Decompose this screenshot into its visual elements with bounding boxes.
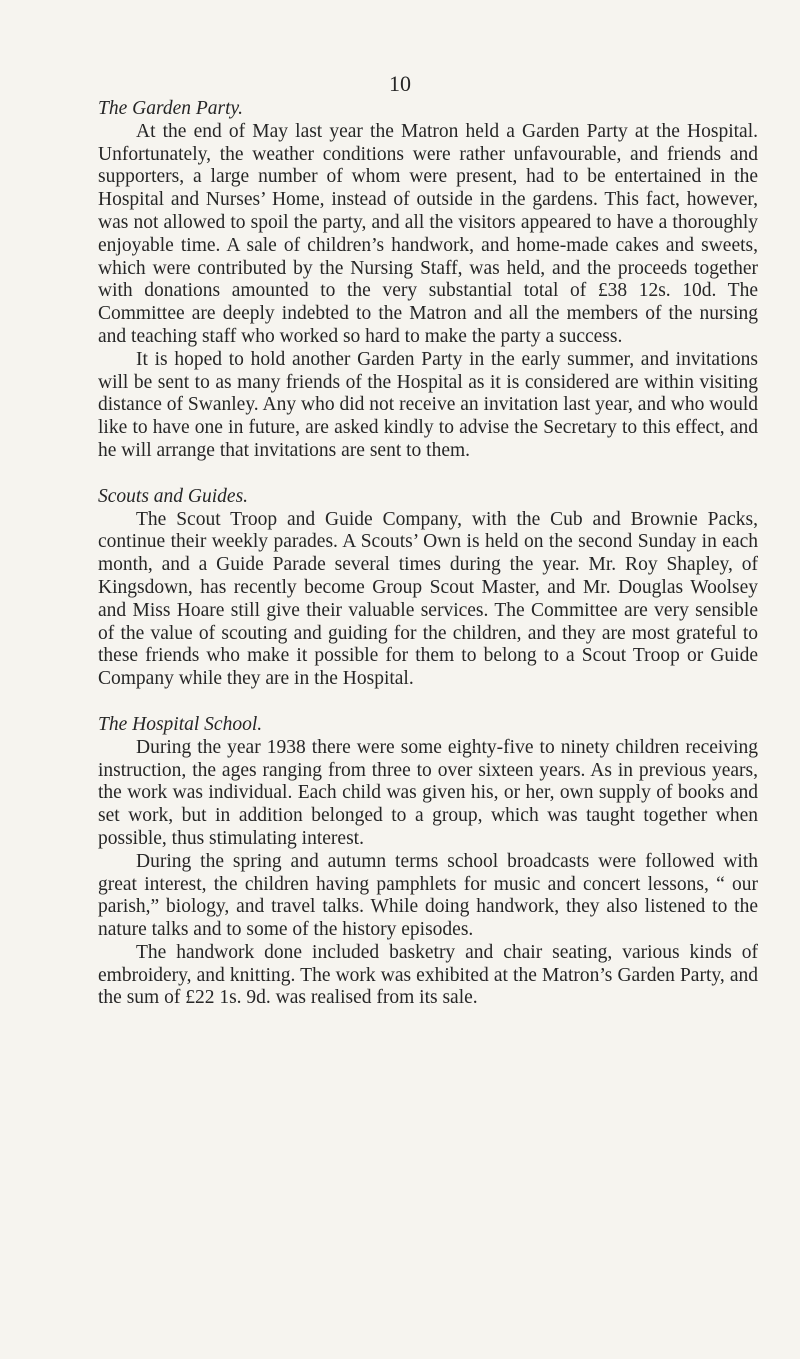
section-scouts-and-guides: [98, 486, 758, 691]
section-heading: Scouts and Guides.: [98, 485, 249, 507]
paragraph: During the spring and autumn terms school broadcasts were followed with great interest, the children having pamphlets for music and concert lessons, “ our parish,” biology, and travel talks. While doing handwork, they also listened to the nature talks and to some of the history episodes.: [98, 850, 758, 941]
section-heading: The Hospital School.: [98, 713, 263, 735]
page-number: 10: [389, 71, 411, 96]
paragraph: The handwork done included basketry and chair seating, various kinds of embroidery, and knitting. The work was exhibited at the Matron’s Garden Party, and the sum of £22 1s. 9d. was realised from its sale.: [98, 941, 758, 1009]
section-hospital-school: [98, 714, 758, 1010]
section-heading: The Garden Party.: [98, 98, 243, 119]
paragraph: During the year 1938 there were some eighty-five to ninety children receiving instruction, the ages ranging from three to over sixteen years. As in previous years, the work was individual. Each child was given his, or her, own supply of books and set work, but in addition belonged to a group, which was taught together when possible, thus stimulating interest.: [98, 736, 758, 849]
paragraph: The Scout Troop and Guide Company, with the Cub and Brownie Packs, continue their weekly parades. A Scouts’ Own is held on the second Sunday in each month, and a Guide Parade several times during the year. Mr. Roy Shapley, of Kingsdown, has recently become Group Scout Master, and Mr. Douglas Woolsey and Miss Hoare still give their valuable services. The Committee are very sensible of the value of scouting and guiding for the children, and they are most grateful to these friends who make it possible for them to belong to a Scout Troop or Guide Company while they are in the Hospital.: [98, 508, 758, 690]
paragraph: It is hoped to hold another Garden Party in the early summer, and invitations will be sent to as many friends of the Hospital as it is considered are within visiting distance of Swanley. Any who did not receive an invitation last year, and who would like to have one in future, are asked kindly to advise the Secretary to this effect, and he will arrange that invitations are sent to them.: [98, 348, 758, 461]
page-content: [98, 98, 758, 1010]
section-garden-party: [98, 98, 758, 463]
paragraph: At the end of May last year the Matron held a Garden Party at the Hospital. Unfortunately, the weather conditions were rather unfavourable, and friends and supporters, a large number of whom were present, had to be entertained in the Hospital and Nurses’ Home, instead of outside in the gardens. This fact, however, was not allowed to spoil the party, and all the visitors appeared to have a thoroughly enjoyable time. A sale of children’s handwork, and home-made cakes and sweets, which were contributed by the Nursing Staff, was held, and the proceeds together with donations amounted to the very substantial total of £38 12s. 10d. The Committee are deeply indebted to the Matron and all the members of the nursing and teaching staff who worked so hard to make the party a success.: [98, 120, 758, 347]
